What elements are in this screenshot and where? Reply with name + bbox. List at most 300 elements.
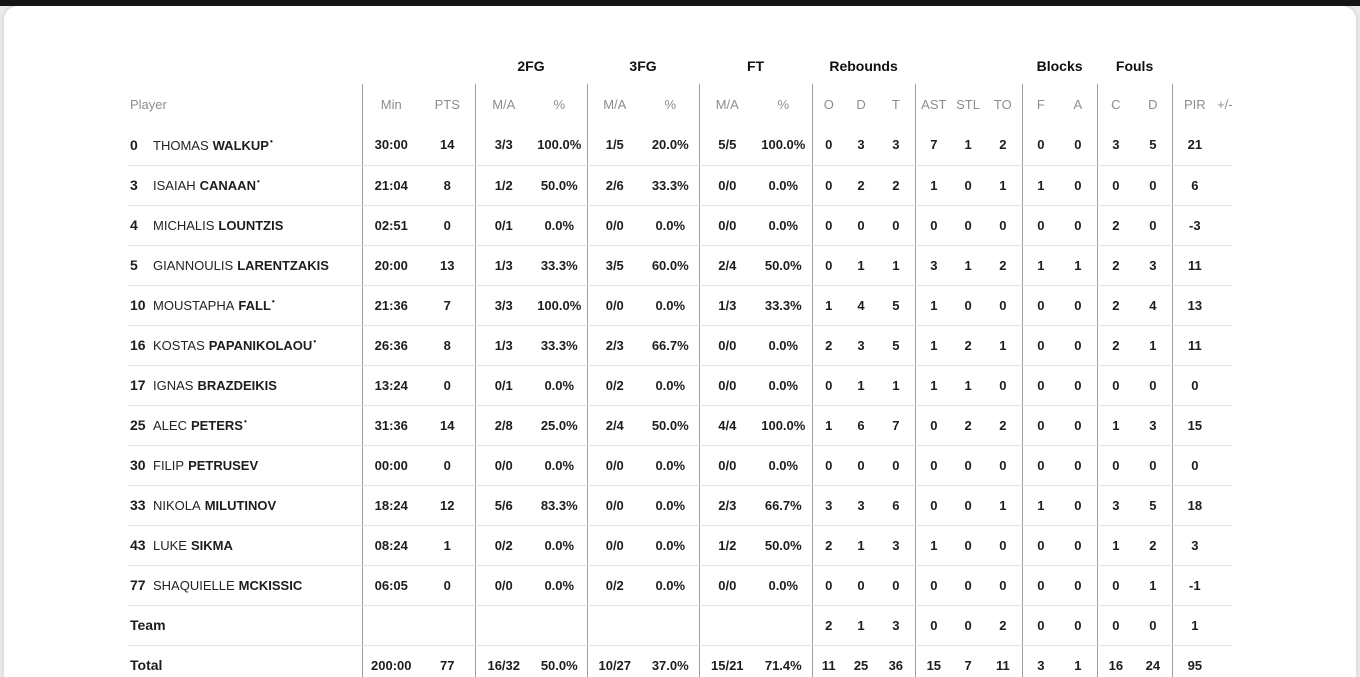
stat-reb-t: 6 [877, 485, 915, 525]
stat-pir: 11 [1172, 245, 1217, 285]
group-header-2fg: 2FG [517, 57, 545, 74]
jersey-number: 77 [130, 577, 146, 593]
player-last-name: PETERS [190, 418, 243, 433]
stat-ft-ma: 0/0 [699, 205, 755, 245]
jersey-number: 25 [130, 417, 146, 433]
stat-blk-f: 3 [1022, 645, 1059, 677]
stat-foul-d: 24 [1134, 645, 1172, 677]
stat-pir: 1 [1172, 605, 1217, 645]
stat-stl: 1 [952, 125, 984, 165]
stat-3fg-pct: 0.0% [642, 485, 699, 525]
stat-reb-o: 2 [812, 605, 845, 645]
stat-reb-t: 5 [877, 285, 915, 325]
stats-table-body [128, 125, 1233, 677]
stat-foul-c: 2 [1097, 285, 1134, 325]
stat-min: 18:24 [362, 485, 420, 525]
stat-pts: 7 [420, 285, 475, 325]
stat-2fg-ma: 0/2 [475, 525, 532, 565]
player-row [128, 445, 1233, 485]
stat-foul-d: 3 [1134, 245, 1172, 285]
stat-reb-t: 5 [877, 325, 915, 365]
stat-blk-f: 0 [1022, 285, 1059, 325]
group-header-row [128, 47, 1233, 84]
stat-reb-t: 36 [877, 645, 915, 677]
stat-3fg-ma: 0/0 [587, 485, 642, 525]
stat-ft-ma: 2/3 [699, 485, 755, 525]
stat-blk-f: 1 [1022, 245, 1059, 285]
stat-2fg-ma: 3/3 [475, 125, 532, 165]
stat-to: 0 [984, 445, 1022, 485]
stat-3fg-ma: 1/5 [587, 125, 642, 165]
stat-3fg-pct: 50.0% [642, 405, 699, 445]
stat-ast: 0 [915, 445, 952, 485]
stat-ast: 3 [915, 245, 952, 285]
player-first-name: NIKOLA [153, 498, 201, 513]
stat-reb-t: 1 [877, 245, 915, 285]
stat-blk-f: 1 [1022, 485, 1059, 525]
stat-reb-d: 6 [845, 405, 877, 445]
stat-2fg-pct: 0.0% [532, 365, 587, 405]
stat-3fg-pct: 0.0% [642, 205, 699, 245]
stat-foul-d: 5 [1134, 485, 1172, 525]
jersey-number: 10 [130, 297, 146, 313]
stat-reb-t: 1 [877, 365, 915, 405]
stat-reb-d: 3 [845, 125, 877, 165]
stat-min: 21:04 [362, 165, 420, 205]
stat-2fg-ma: 1/3 [475, 325, 532, 365]
stat-blk-a: 1 [1059, 245, 1097, 285]
stat-pts: 0 [420, 445, 475, 485]
col-header-ft-pct: % [777, 97, 790, 112]
col-header-min: Min [362, 84, 420, 125]
stat-blk-a: 1 [1059, 645, 1097, 677]
stat-ft-pct: 71.4% [755, 645, 812, 677]
jersey-number: 17 [130, 377, 146, 393]
stat-foul-c: 1 [1097, 405, 1134, 445]
col-header-ft-ma: M/A [699, 84, 755, 125]
jersey-number: 33 [130, 497, 146, 513]
stat-stl: 0 [952, 165, 984, 205]
stat-blk-f: 0 [1022, 405, 1059, 445]
stat-pir: 13 [1172, 285, 1217, 325]
stat-stl: 2 [952, 405, 984, 445]
stat-blk-a: 0 [1059, 485, 1097, 525]
stat-reb-o: 1 [812, 405, 845, 445]
stat-ft-ma [699, 605, 755, 645]
player-row [128, 605, 1233, 645]
stat-reb-d: 2 [845, 165, 877, 205]
stat-pts: 0 [420, 205, 475, 245]
stat-ft-pct: 100.0% [755, 405, 812, 445]
stat-min: 26:36 [362, 325, 420, 365]
stat-to: 1 [984, 325, 1022, 365]
stat-to: 11 [984, 645, 1022, 677]
col-header-player: Player [130, 97, 167, 112]
stat-2fg-pct: 33.3% [532, 325, 587, 365]
player-cell [128, 285, 362, 325]
stat-3fg-pct: 66.7% [642, 325, 699, 365]
stat-min: 200:00 [362, 645, 420, 677]
stat-foul-c: 0 [1097, 565, 1134, 605]
stat-2fg-pct: 100.0% [532, 125, 587, 165]
col-header-3fg-ma: M/A [587, 84, 642, 125]
stat-to: 2 [984, 245, 1022, 285]
stat-to: 1 [984, 485, 1022, 525]
stat-blk-a: 0 [1059, 525, 1097, 565]
stat-pir: 21 [1172, 125, 1217, 165]
player-cell [128, 485, 362, 525]
player-cell [128, 245, 362, 285]
stat-foul-c: 2 [1097, 205, 1134, 245]
stat-ft-ma: 0/0 [699, 365, 755, 405]
stat-2fg-pct: 0.0% [532, 445, 587, 485]
stat-ast: 0 [915, 205, 952, 245]
stat-pts: 8 [420, 325, 475, 365]
stat-pir: 0 [1172, 365, 1217, 405]
col-header-stl: STL [956, 97, 980, 112]
stat-3fg-ma: 0/0 [587, 205, 642, 245]
stat-min: 06:05 [362, 565, 420, 605]
stat-stl: 0 [952, 605, 984, 645]
stat-ft-pct: 50.0% [755, 525, 812, 565]
stat-ast: 0 [915, 485, 952, 525]
stat-ast: 15 [915, 645, 952, 677]
stat-reb-t: 3 [877, 125, 915, 165]
box-score-table [128, 47, 1233, 677]
top-bar [0, 0, 1360, 6]
stat-pts: 0 [420, 365, 475, 405]
stat-reb-t: 0 [877, 445, 915, 485]
col-header-2fg-ma: M/A [475, 84, 532, 125]
stat-ft-pct: 0.0% [755, 445, 812, 485]
col-header-2fg-pct: % [553, 97, 566, 112]
stat-ft-ma: 0/0 [699, 325, 755, 365]
stat-foul-d: 5 [1134, 125, 1172, 165]
jersey-number: 5 [130, 257, 138, 273]
stat-foul-d: 0 [1134, 605, 1172, 645]
stat-3fg-ma: 0/0 [587, 445, 642, 485]
player-row [128, 405, 1233, 445]
stat-min: 21:36 [362, 285, 420, 325]
player-cell [128, 325, 362, 365]
col-header-reb-o: O [812, 84, 845, 125]
stat-stl: 0 [952, 525, 984, 565]
stat-2fg-ma: 16/32 [475, 645, 532, 677]
col-header-3fg-pct: % [664, 97, 677, 112]
stat-2fg-ma: 0/0 [475, 445, 532, 485]
starter-icon: • [271, 297, 275, 306]
stat-blk-f: 0 [1022, 125, 1059, 165]
stat-ast: 1 [915, 325, 952, 365]
starter-icon: • [256, 177, 260, 186]
player-last-name: PAPANIKOLAOU [208, 338, 313, 353]
stat-2fg-pct: 83.3% [532, 485, 587, 525]
stat-pir: 3 [1172, 525, 1217, 565]
stat-3fg-pct: 33.3% [642, 165, 699, 205]
col-header-pir: PIR [1172, 84, 1217, 125]
stat-reb-o: 11 [812, 645, 845, 677]
stat-reb-d: 1 [845, 365, 877, 405]
player-cell [128, 365, 362, 405]
stat-reb-d: 1 [845, 245, 877, 285]
stat-reb-d: 25 [845, 645, 877, 677]
stat-pts [420, 605, 475, 645]
stat-reb-o: 2 [812, 325, 845, 365]
stat-to: 0 [984, 565, 1022, 605]
player-last-name: WALKUP [212, 137, 269, 153]
stat-reb-d: 3 [845, 325, 877, 365]
stat-to: 2 [984, 125, 1022, 165]
group-header-ft: FT [746, 57, 765, 74]
stat-to: 0 [984, 365, 1022, 405]
stat-reb-d: 0 [845, 205, 877, 245]
player-first-name: MOUSTAPHA [153, 298, 235, 313]
stat-blk-a: 0 [1059, 165, 1097, 205]
player-row [128, 525, 1233, 565]
stat-plusminus [1217, 605, 1233, 645]
stat-ft-pct: 0.0% [755, 325, 812, 365]
col-header-blk-a: A [1073, 97, 1083, 112]
stat-3fg-pct: 0.0% [642, 285, 699, 325]
stat-blk-f: 0 [1022, 365, 1059, 405]
col-header-ast: AST [915, 84, 952, 125]
stat-2fg-ma: 1/2 [475, 165, 532, 205]
stat-2fg-pct: 100.0% [532, 285, 587, 325]
stat-reb-o: 0 [812, 445, 845, 485]
stat-to: 2 [984, 605, 1022, 645]
stat-2fg-pct: 0.0% [532, 205, 587, 245]
stat-min [362, 605, 420, 645]
stat-plusminus [1217, 485, 1233, 525]
player-row [128, 245, 1233, 285]
col-header-pts: PTS [434, 97, 460, 112]
stat-2fg-ma: 2/8 [475, 405, 532, 445]
player-row [128, 205, 1233, 245]
group-header-spacer [128, 47, 475, 84]
jersey-number: 16 [130, 337, 146, 353]
jersey-number: Team [130, 617, 166, 633]
stat-3fg-ma: 0/2 [587, 365, 642, 405]
player-cell [128, 205, 362, 245]
stat-pts: 14 [420, 405, 475, 445]
player-row [128, 565, 1233, 605]
col-header-reb-d: D [856, 97, 866, 112]
jersey-number: 3 [130, 177, 138, 193]
stat-pts: 8 [420, 165, 475, 205]
stat-foul-d: 1 [1134, 565, 1172, 605]
stat-3fg-ma: 0/0 [587, 285, 642, 325]
player-first-name: THOMAS [153, 137, 209, 153]
stat-ast: 1 [915, 525, 952, 565]
stat-3fg-pct: 0.0% [642, 445, 699, 485]
col-header-to: TO [993, 97, 1012, 112]
stat-plusminus [1217, 565, 1233, 605]
stat-ft-pct: 0.0% [755, 565, 812, 605]
stat-blk-f: 1 [1022, 165, 1059, 205]
stat-min: 13:24 [362, 365, 420, 405]
player-first-name: IGNAS [153, 378, 194, 393]
jersey-number: 43 [130, 537, 146, 553]
stat-pts: 13 [420, 245, 475, 285]
stat-to: 0 [984, 205, 1022, 245]
stat-pir: 0 [1172, 445, 1217, 485]
stat-stl: 0 [952, 205, 984, 245]
stat-2fg-pct: 0.0% [532, 565, 587, 605]
stat-3fg-ma: 3/5 [587, 245, 642, 285]
stat-reb-d: 0 [845, 565, 877, 605]
stat-blk-f: 0 [1022, 205, 1059, 245]
stat-stl: 1 [952, 365, 984, 405]
stat-2fg-pct: 50.0% [532, 645, 587, 677]
stat-reb-t: 3 [877, 525, 915, 565]
stat-ast: 7 [915, 125, 952, 165]
stat-reb-o: 0 [812, 245, 845, 285]
stat-reb-o: 0 [812, 565, 845, 605]
stat-foul-d: 4 [1134, 285, 1172, 325]
stat-min: 02:51 [362, 205, 420, 245]
stat-ft-ma: 0/0 [699, 165, 755, 205]
stat-foul-c: 2 [1097, 325, 1134, 365]
stat-2fg-pct: 25.0% [532, 405, 587, 445]
stat-min: 08:24 [362, 525, 420, 565]
player-row [128, 165, 1233, 205]
player-cell [128, 565, 362, 605]
player-cell [128, 165, 362, 205]
player-last-name: MCKISSIC [238, 578, 303, 593]
player-last-name: SIKMA [190, 538, 233, 553]
stat-min: 20:00 [362, 245, 420, 285]
stat-ast: 0 [915, 565, 952, 605]
player-cell [128, 605, 362, 645]
stat-blk-a: 0 [1059, 205, 1097, 245]
player-last-name: LOUNTZIS [218, 218, 284, 233]
stat-plusminus [1217, 365, 1233, 405]
stat-3fg-ma: 10/27 [587, 645, 642, 677]
player-last-name: FALL [238, 298, 271, 313]
starter-icon: • [269, 136, 273, 146]
group-header-spacer [1172, 47, 1233, 84]
column-header-row [128, 84, 1233, 125]
stat-ft-pct: 0.0% [755, 165, 812, 205]
stat-blk-a: 0 [1059, 125, 1097, 165]
player-first-name: ALEC [153, 418, 187, 433]
stat-ft-ma: 15/21 [699, 645, 755, 677]
stat-pts: 14 [420, 125, 475, 165]
stat-blk-f: 0 [1022, 525, 1059, 565]
stat-blk-a: 0 [1059, 605, 1097, 645]
stat-blk-a: 0 [1059, 405, 1097, 445]
stat-2fg-pct [532, 605, 587, 645]
stat-plusminus [1217, 645, 1233, 677]
stat-foul-d: 0 [1134, 445, 1172, 485]
stat-blk-a: 0 [1059, 365, 1097, 405]
stat-blk-a: 0 [1059, 565, 1097, 605]
stat-3fg-ma [587, 605, 642, 645]
player-cell [128, 445, 362, 485]
stat-reb-t: 0 [877, 565, 915, 605]
stat-foul-d: 3 [1134, 405, 1172, 445]
stat-pts: 1 [420, 525, 475, 565]
stat-ft-pct: 0.0% [755, 365, 812, 405]
stat-foul-c: 0 [1097, 605, 1134, 645]
stat-ast: 1 [915, 165, 952, 205]
stat-2fg-pct: 0.0% [532, 525, 587, 565]
player-cell [128, 645, 362, 677]
stat-reb-o: 0 [812, 125, 845, 165]
player-cell [128, 125, 362, 165]
stat-pir: 6 [1172, 165, 1217, 205]
stat-pts: 12 [420, 485, 475, 525]
stat-stl: 2 [952, 325, 984, 365]
stat-min: 31:36 [362, 405, 420, 445]
starter-icon: • [243, 417, 247, 426]
stat-ft-ma: 4/4 [699, 405, 755, 445]
player-cell [128, 405, 362, 445]
col-header-plusminus: +/- [1217, 97, 1233, 112]
stat-plusminus [1217, 325, 1233, 365]
stat-reb-o: 2 [812, 525, 845, 565]
stat-blk-a: 0 [1059, 325, 1097, 365]
player-row [128, 645, 1233, 677]
stat-pir: -3 [1172, 205, 1217, 245]
stat-2fg-ma: 5/6 [475, 485, 532, 525]
stat-plusminus [1217, 165, 1233, 205]
stat-to: 0 [984, 525, 1022, 565]
stat-plusminus [1217, 125, 1233, 165]
stat-3fg-pct: 20.0% [642, 125, 699, 165]
stat-3fg-ma: 2/3 [587, 325, 642, 365]
stat-stl: 7 [952, 645, 984, 677]
stat-pir: 15 [1172, 405, 1217, 445]
stat-2fg-ma: 1/3 [475, 245, 532, 285]
stat-3fg-pct: 0.0% [642, 565, 699, 605]
player-row [128, 485, 1233, 525]
stat-ft-pct: 33.3% [755, 285, 812, 325]
stat-stl: 1 [952, 245, 984, 285]
stat-to: 1 [984, 165, 1022, 205]
stat-to: 2 [984, 405, 1022, 445]
stat-blk-a: 0 [1059, 445, 1097, 485]
stat-pir: 95 [1172, 645, 1217, 677]
stat-ft-ma: 1/3 [699, 285, 755, 325]
stat-pir: -1 [1172, 565, 1217, 605]
stat-stl: 0 [952, 485, 984, 525]
table-scroll-area[interactable] [128, 47, 1233, 677]
stat-ft-pct: 0.0% [755, 205, 812, 245]
stat-pir: 18 [1172, 485, 1217, 525]
jersey-number: 30 [130, 457, 146, 473]
stat-foul-c: 16 [1097, 645, 1134, 677]
player-row [128, 365, 1233, 405]
group-header-blocks: Blocks [1036, 57, 1083, 74]
stat-2fg-ma: 0/1 [475, 365, 532, 405]
jersey-number: Total [130, 657, 163, 673]
player-first-name: GIANNOULIS [153, 258, 234, 273]
stat-stl: 0 [952, 285, 984, 325]
group-header-3fg: 3FG [629, 57, 657, 74]
stat-reb-o: 0 [812, 205, 845, 245]
stat-reb-o: 0 [812, 165, 845, 205]
stat-ft-pct [755, 605, 812, 645]
stat-ft-ma: 0/0 [699, 445, 755, 485]
stat-2fg-ma: 3/3 [475, 285, 532, 325]
player-first-name: ISAIAH [153, 178, 196, 193]
stat-reb-o: 1 [812, 285, 845, 325]
stat-foul-d: 0 [1134, 365, 1172, 405]
stat-ast: 0 [915, 405, 952, 445]
stat-ast: 1 [915, 365, 952, 405]
stat-reb-t: 3 [877, 605, 915, 645]
